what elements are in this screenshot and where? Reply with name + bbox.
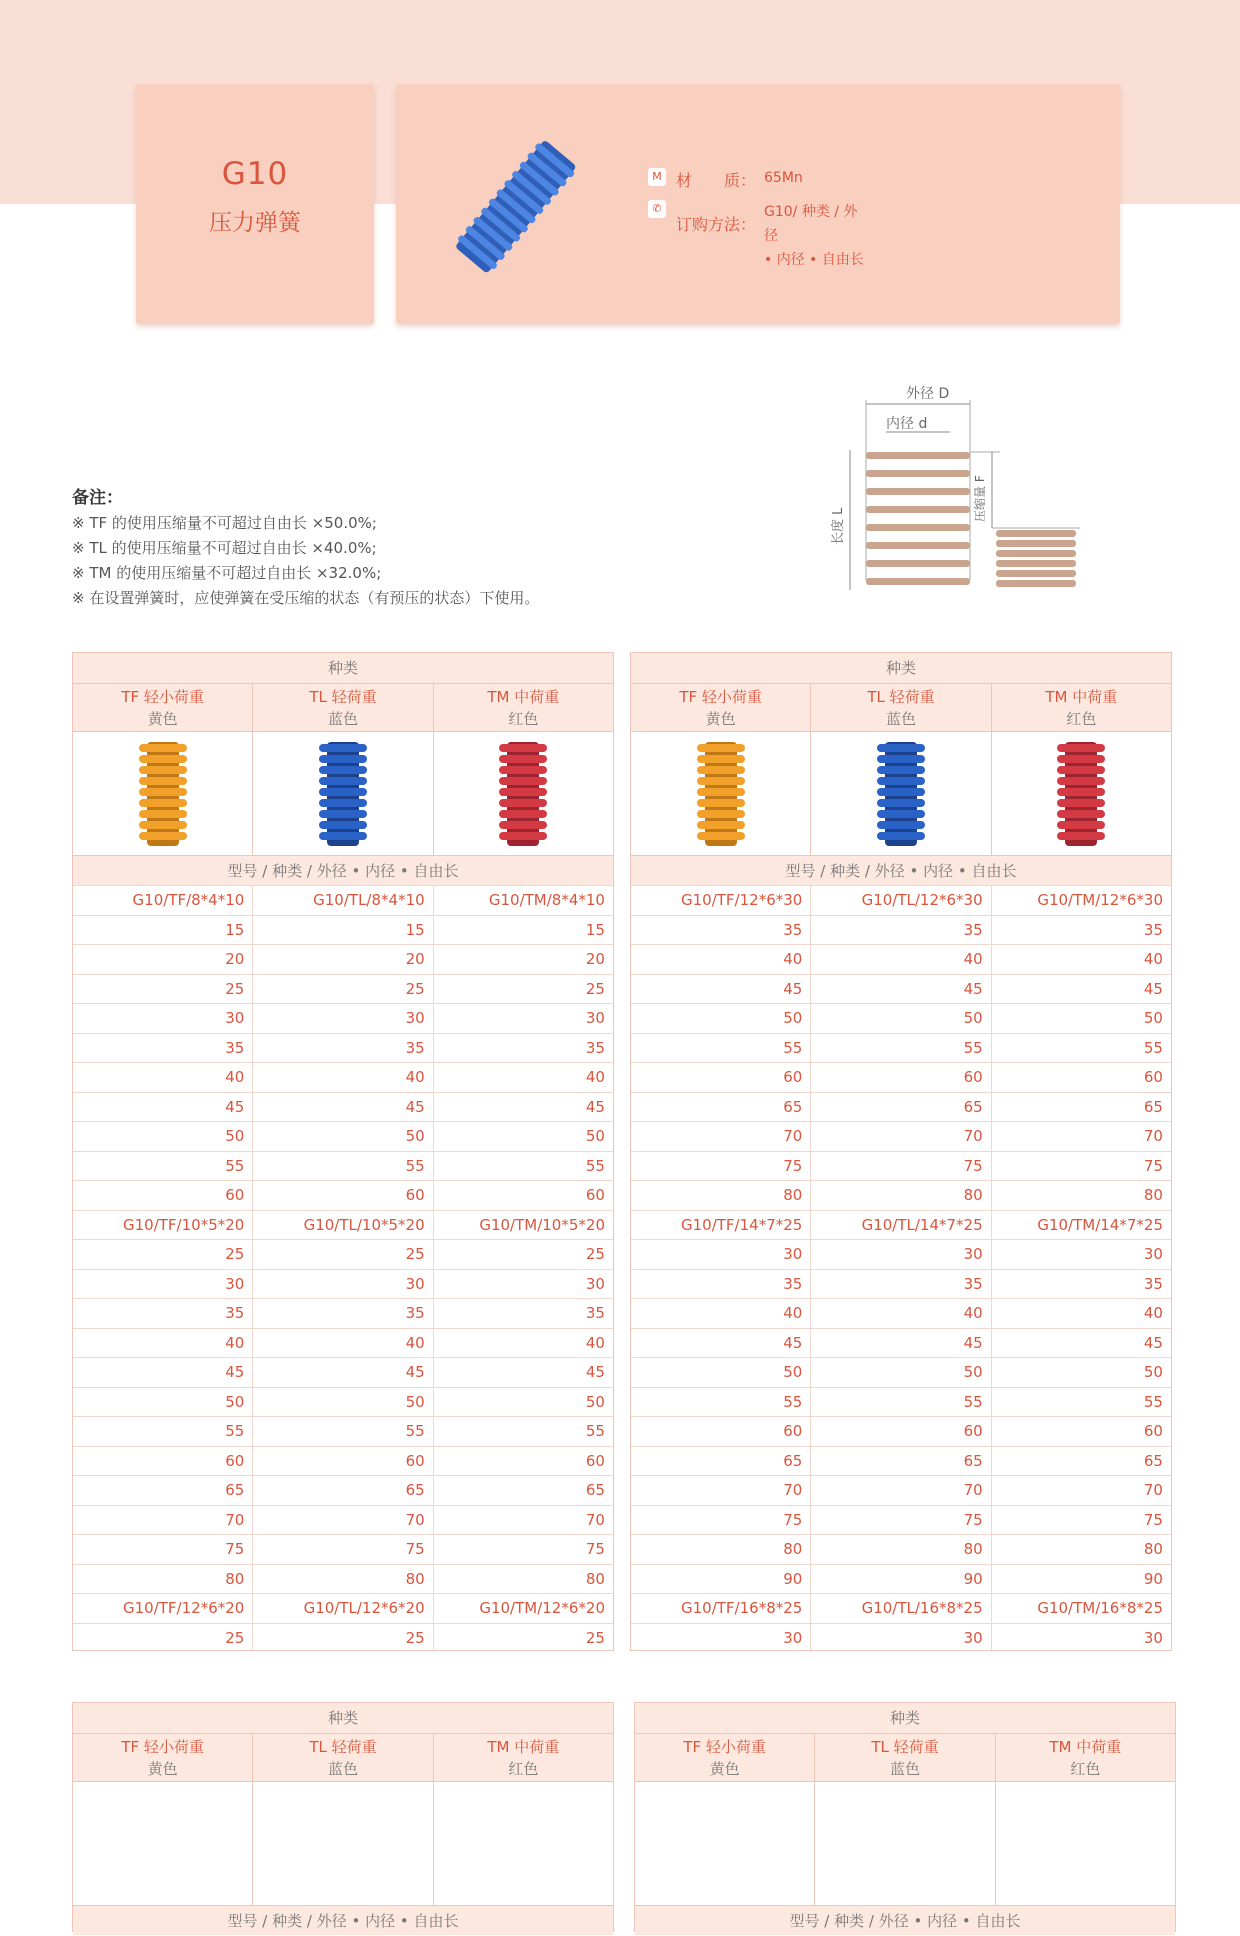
table-cell: 40 bbox=[433, 1329, 613, 1358]
table-cell: G10/TM/8*4*10 bbox=[433, 886, 613, 915]
table-row bbox=[73, 1475, 613, 1505]
table-header bbox=[73, 653, 613, 885]
tm-header bbox=[995, 1734, 1175, 1781]
table-cell: 65 bbox=[991, 1093, 1171, 1122]
table-cell: G10/TF/16*8*25 bbox=[681, 1599, 803, 1617]
table-cell: 55 bbox=[991, 1034, 1171, 1063]
table-row bbox=[73, 915, 613, 945]
tm-type-label: TM 中荷重 bbox=[1045, 688, 1118, 706]
table-cell: 70 bbox=[252, 1506, 432, 1535]
phone-icon: ✆ bbox=[648, 200, 666, 218]
table-cell: 75 bbox=[225, 1540, 245, 1558]
note-line: ※ TL 的使用压缩量不可超过自由长 ×40.0%; bbox=[72, 539, 377, 557]
table-row bbox=[631, 1534, 1171, 1564]
table-cell: 25 bbox=[433, 975, 613, 1004]
length-label: 长度 L bbox=[831, 507, 846, 545]
table-row bbox=[631, 1269, 1171, 1299]
table-cell: 50 bbox=[433, 1388, 613, 1417]
table-cell: G10/TF/14*7*25 bbox=[681, 1215, 803, 1234]
table-cell: 80 bbox=[783, 1540, 803, 1558]
table-cell: 60 bbox=[225, 1451, 245, 1470]
table-cell: 75 bbox=[810, 1506, 990, 1535]
table-row bbox=[631, 1593, 1171, 1623]
table-cell: 80 bbox=[810, 1535, 990, 1564]
table-cell: 60 bbox=[252, 1447, 432, 1476]
table-cell: 75 bbox=[252, 1535, 432, 1564]
table-cell: G10/TL/12*6*30 bbox=[810, 886, 990, 915]
table-row bbox=[631, 1416, 1171, 1446]
table-cell: 40 bbox=[991, 1299, 1171, 1328]
table-cell: 30 bbox=[991, 1624, 1171, 1653]
table-cell: 60 bbox=[783, 1422, 803, 1440]
table-row bbox=[631, 1239, 1171, 1269]
blue-spring-image bbox=[440, 136, 590, 276]
table-row bbox=[73, 1564, 613, 1594]
table-row bbox=[73, 1387, 613, 1417]
tm-color-label: 红色 bbox=[1070, 1760, 1101, 1778]
table-cell: 65 bbox=[433, 1476, 613, 1505]
table-cell: 40 bbox=[991, 945, 1171, 974]
table-cell: 80 bbox=[991, 1181, 1171, 1210]
tl-header bbox=[810, 684, 990, 731]
table-row bbox=[73, 1298, 613, 1328]
table-cell: 40 bbox=[810, 1299, 990, 1328]
table-cell: 60 bbox=[991, 1417, 1171, 1446]
table-cell: 50 bbox=[783, 1009, 803, 1027]
table-cell: 25 bbox=[252, 975, 432, 1004]
table-cell: G10/TF/8*4*10 bbox=[132, 891, 245, 909]
table-cell: 50 bbox=[252, 1388, 432, 1417]
table-cell: 60 bbox=[433, 1447, 613, 1476]
table-cell: 45 bbox=[433, 1358, 613, 1387]
blue-spring-image bbox=[810, 732, 990, 855]
table-cell: 90 bbox=[783, 1569, 803, 1588]
table-cell: 30 bbox=[810, 1240, 990, 1269]
table-row bbox=[73, 1534, 613, 1564]
tm-header bbox=[433, 684, 613, 731]
table-row bbox=[73, 1003, 613, 1033]
table-cell: 55 bbox=[433, 1152, 613, 1181]
table-cell: 35 bbox=[810, 1270, 990, 1299]
product-name: 压力弹簧 bbox=[209, 210, 301, 236]
blue-spring-image bbox=[252, 732, 432, 855]
table-cell: 70 bbox=[810, 1476, 990, 1505]
table-row bbox=[631, 1151, 1171, 1181]
table-row bbox=[73, 1269, 613, 1299]
yellow-spring-image bbox=[73, 732, 252, 855]
table-cell: 75 bbox=[783, 1510, 803, 1529]
table-row bbox=[73, 1593, 613, 1623]
note-line: ※ 在设置弹簧时，应使弹簧在受压缩的状态（有预压的状态）下使用。 bbox=[72, 589, 540, 607]
spec-table-right-2 bbox=[634, 1702, 1176, 1932]
table-row bbox=[73, 1121, 613, 1151]
table-cell: 35 bbox=[433, 1034, 613, 1063]
table-cell: 45 bbox=[225, 1363, 245, 1381]
table-cell: G10/TM/14*7*25 bbox=[991, 1211, 1171, 1240]
table-cell: 40 bbox=[433, 1063, 613, 1092]
table-row bbox=[73, 1062, 613, 1092]
table-cell: G10/TF/12*6*20 bbox=[123, 1599, 245, 1617]
model-header: 型号 / 种类 / 外径 • 内径 • 自由长 bbox=[631, 855, 1171, 885]
table-cell: 35 bbox=[225, 1038, 245, 1057]
order-value-line2: • 内径 • 自由长 bbox=[764, 252, 864, 268]
tl-color-label: 蓝色 bbox=[327, 710, 358, 728]
table-row bbox=[631, 1298, 1171, 1328]
tf-header bbox=[73, 684, 252, 731]
table-cell: 60 bbox=[433, 1181, 613, 1210]
table-cell: 25 bbox=[252, 1240, 432, 1269]
table-row bbox=[73, 974, 613, 1004]
table-cell: 25 bbox=[252, 1624, 432, 1653]
table-cell: G10/TM/12*6*20 bbox=[433, 1594, 613, 1623]
tl-header bbox=[814, 1734, 994, 1781]
table-row bbox=[631, 1003, 1171, 1033]
tf-color-label: 黄色 bbox=[709, 1760, 740, 1778]
blue-spring-image bbox=[814, 1782, 994, 1905]
table-row bbox=[73, 1623, 613, 1653]
tl-color-label: 蓝色 bbox=[327, 1760, 358, 1778]
tf-type-label: TF 轻小荷重 bbox=[683, 1738, 766, 1756]
table-row bbox=[73, 1033, 613, 1063]
table-cell: 55 bbox=[252, 1417, 432, 1446]
notes-section bbox=[72, 486, 539, 611]
table-cell: 25 bbox=[433, 1624, 613, 1653]
table-row bbox=[631, 1062, 1171, 1092]
table-cell: 65 bbox=[810, 1447, 990, 1476]
table-cell: 55 bbox=[783, 1038, 803, 1057]
table-row bbox=[73, 1328, 613, 1358]
tf-color-label: 黄色 bbox=[705, 710, 736, 728]
table-cell: 55 bbox=[783, 1392, 803, 1411]
tl-type-label: TL 轻荷重 bbox=[309, 688, 377, 706]
table-cell: 40 bbox=[810, 945, 990, 974]
outer-diameter-label: 外径 D bbox=[906, 386, 950, 402]
table-row bbox=[631, 1092, 1171, 1122]
spec-table-right bbox=[630, 652, 1172, 1651]
material-label: 材 质： bbox=[676, 171, 757, 190]
table-cell: 20 bbox=[433, 945, 613, 974]
tf-type-label: TF 轻小荷重 bbox=[121, 1738, 204, 1756]
table-row bbox=[73, 1210, 613, 1240]
product-code: G10 bbox=[221, 156, 289, 192]
table-row bbox=[631, 1328, 1171, 1358]
table-cell: 40 bbox=[252, 1329, 432, 1358]
material-row bbox=[648, 168, 803, 191]
table-cell: 40 bbox=[225, 1333, 245, 1352]
table-cell: 40 bbox=[252, 1063, 432, 1092]
table-row bbox=[73, 1357, 613, 1387]
table-cell: 80 bbox=[252, 1565, 432, 1594]
table-cell: 35 bbox=[991, 916, 1171, 945]
table-cell: 35 bbox=[783, 920, 803, 939]
table-cell: 35 bbox=[225, 1304, 245, 1322]
tl-color-label: 蓝色 bbox=[885, 710, 916, 728]
table-cell: 70 bbox=[433, 1506, 613, 1535]
table-cell: 35 bbox=[433, 1299, 613, 1328]
tf-type-label: TF 轻小荷重 bbox=[679, 688, 762, 706]
table-cell: G10/TL/14*7*25 bbox=[810, 1211, 990, 1240]
table-cell: 30 bbox=[433, 1004, 613, 1033]
table-cell: 55 bbox=[225, 1422, 245, 1440]
tf-header bbox=[631, 684, 810, 731]
table-cell: 55 bbox=[991, 1388, 1171, 1417]
table-row bbox=[631, 1387, 1171, 1417]
inner-diameter-label: 内径 d bbox=[886, 416, 928, 432]
table-cell: 75 bbox=[991, 1152, 1171, 1181]
tm-color-label: 红色 bbox=[508, 1760, 539, 1778]
table-cell: 65 bbox=[810, 1093, 990, 1122]
tf-type-label: TF 轻小荷重 bbox=[121, 688, 204, 706]
tl-header bbox=[252, 684, 432, 731]
table-cell: 35 bbox=[991, 1270, 1171, 1299]
tf-color-label: 黄色 bbox=[147, 710, 178, 728]
table-cell: G10/TF/10*5*20 bbox=[123, 1215, 245, 1234]
table-cell: 65 bbox=[252, 1476, 432, 1505]
table-cell: 70 bbox=[810, 1122, 990, 1151]
table-cell: 15 bbox=[225, 920, 245, 939]
tm-header bbox=[991, 684, 1171, 731]
table-cell: 25 bbox=[225, 1245, 245, 1263]
table-cell: 35 bbox=[783, 1274, 803, 1293]
table-cell: 45 bbox=[433, 1093, 613, 1122]
table-header bbox=[635, 1703, 1175, 1935]
model-header: 型号 / 种类 / 外径 • 内径 • 自由长 bbox=[73, 1905, 613, 1935]
table-cell: 25 bbox=[225, 1628, 245, 1647]
table-row bbox=[73, 1151, 613, 1181]
table-cell: 50 bbox=[991, 1358, 1171, 1387]
table-row bbox=[73, 1092, 613, 1122]
order-value-line1: G10/ 种类 / 外径 bbox=[764, 204, 858, 244]
table-cell: 65 bbox=[991, 1447, 1171, 1476]
table-cell: G10/TL/10*5*20 bbox=[252, 1211, 432, 1240]
table-cell: 80 bbox=[991, 1535, 1171, 1564]
model-header: 型号 / 种类 / 外径 • 内径 • 自由长 bbox=[635, 1905, 1175, 1935]
table-cell: 80 bbox=[433, 1565, 613, 1594]
compression-label: 压缩量 F bbox=[973, 475, 987, 522]
table-cell: 40 bbox=[225, 1068, 245, 1086]
red-spring-image bbox=[433, 1782, 613, 1905]
table-cell: G10/TL/16*8*25 bbox=[810, 1594, 990, 1623]
table-cell: 45 bbox=[252, 1358, 432, 1387]
table-cell: 50 bbox=[810, 1358, 990, 1387]
tl-color-label: 蓝色 bbox=[889, 1760, 920, 1778]
tm-color-label: 红色 bbox=[508, 710, 539, 728]
table-row bbox=[73, 944, 613, 974]
spec-table-left bbox=[72, 652, 614, 1651]
kind-header: 种类 bbox=[889, 1709, 920, 1727]
note-line: ※ TF 的使用压缩量不可超过自由长 ×50.0%; bbox=[72, 514, 377, 532]
order-method-label: 订购方法： bbox=[676, 215, 757, 234]
table-cell: 50 bbox=[433, 1122, 613, 1151]
blue-spring-image bbox=[252, 1782, 432, 1905]
kind-header: 种类 bbox=[885, 659, 916, 677]
table-cell: 50 bbox=[225, 1127, 245, 1145]
table-cell: G10/TL/12*6*20 bbox=[252, 1594, 432, 1623]
table-cell: 75 bbox=[433, 1535, 613, 1564]
table-cell: 70 bbox=[783, 1127, 803, 1145]
table-cell: 30 bbox=[252, 1270, 432, 1299]
table-cell: 55 bbox=[433, 1417, 613, 1446]
order-method-row bbox=[648, 200, 864, 272]
table-cell: 45 bbox=[225, 1097, 245, 1116]
table-cell: 70 bbox=[991, 1476, 1171, 1505]
tf-header bbox=[635, 1734, 814, 1781]
table-row bbox=[631, 1210, 1171, 1240]
table-cell: 45 bbox=[783, 979, 803, 998]
table-cell: 60 bbox=[783, 1068, 803, 1086]
table-row bbox=[73, 1446, 613, 1476]
table-cell: 65 bbox=[225, 1481, 245, 1499]
table-cell: 15 bbox=[252, 916, 432, 945]
table-cell: 50 bbox=[252, 1122, 432, 1151]
table-header bbox=[73, 1703, 613, 1935]
tm-color-label: 红色 bbox=[1066, 710, 1097, 728]
table-cell: 35 bbox=[252, 1299, 432, 1328]
table-cell: 50 bbox=[783, 1363, 803, 1381]
table-row bbox=[631, 1033, 1171, 1063]
table-cell: 30 bbox=[433, 1270, 613, 1299]
table-row bbox=[631, 1121, 1171, 1151]
table-row bbox=[631, 1475, 1171, 1505]
table-row bbox=[631, 1564, 1171, 1594]
table-row bbox=[73, 1180, 613, 1210]
table-cell: 50 bbox=[225, 1392, 245, 1411]
table-cell: 20 bbox=[252, 945, 432, 974]
note-line: ※ TM 的使用压缩量不可超过自由长 ×32.0%; bbox=[72, 564, 382, 582]
table-header bbox=[631, 653, 1171, 885]
table-cell: 60 bbox=[810, 1063, 990, 1092]
table-cell: 90 bbox=[991, 1565, 1171, 1594]
table-row bbox=[73, 885, 613, 915]
table-cell: 45 bbox=[810, 1329, 990, 1358]
tm-type-label: TM 中荷重 bbox=[487, 1738, 560, 1756]
table-cell: 30 bbox=[991, 1240, 1171, 1269]
table-cell: 30 bbox=[252, 1004, 432, 1033]
table-cell: 65 bbox=[783, 1451, 803, 1470]
table-cell: 55 bbox=[252, 1152, 432, 1181]
table-cell: 80 bbox=[225, 1569, 245, 1588]
table-cell: 45 bbox=[783, 1333, 803, 1352]
table-cell: 25 bbox=[433, 1240, 613, 1269]
notes-title: 备注： bbox=[72, 488, 123, 508]
tl-header bbox=[252, 1734, 432, 1781]
table-cell: 70 bbox=[225, 1510, 245, 1529]
table-cell: 70 bbox=[991, 1122, 1171, 1151]
yellow-spring-image bbox=[631, 732, 810, 855]
table-cell: G10/TM/12*6*30 bbox=[991, 886, 1171, 915]
tm-type-label: TM 中荷重 bbox=[487, 688, 560, 706]
tf-header bbox=[73, 1734, 252, 1781]
table-row bbox=[631, 885, 1171, 915]
table-cell: 55 bbox=[810, 1034, 990, 1063]
table-cell: 45 bbox=[991, 975, 1171, 1004]
table-row bbox=[631, 1446, 1171, 1476]
table-cell: 30 bbox=[225, 1274, 245, 1293]
material-value: 65Mn bbox=[764, 170, 803, 186]
table-cell: 55 bbox=[225, 1156, 245, 1175]
table-cell: 35 bbox=[252, 1034, 432, 1063]
table-cell: G10/TL/8*4*10 bbox=[252, 886, 432, 915]
table-cell: 40 bbox=[783, 1304, 803, 1322]
table-cell: 35 bbox=[810, 916, 990, 945]
table-cell: 15 bbox=[433, 916, 613, 945]
table-cell: 30 bbox=[225, 1009, 245, 1027]
table-cell: 75 bbox=[810, 1152, 990, 1181]
table-row bbox=[631, 944, 1171, 974]
table-cell: 40 bbox=[783, 950, 803, 968]
table-cell: 60 bbox=[991, 1063, 1171, 1092]
red-spring-image bbox=[991, 732, 1171, 855]
table-cell: 45 bbox=[810, 975, 990, 1004]
table-cell: 60 bbox=[252, 1181, 432, 1210]
tl-type-label: TL 轻荷重 bbox=[309, 1738, 377, 1756]
table-row bbox=[631, 1357, 1171, 1387]
model-header: 型号 / 种类 / 外径 • 内径 • 自由长 bbox=[73, 855, 613, 885]
tf-color-label: 黄色 bbox=[147, 1760, 178, 1778]
table-cell: 50 bbox=[991, 1004, 1171, 1033]
table-row bbox=[631, 915, 1171, 945]
table-cell: 45 bbox=[252, 1093, 432, 1122]
table-row bbox=[73, 1239, 613, 1269]
table-cell: 45 bbox=[991, 1329, 1171, 1358]
tm-type-label: TM 中荷重 bbox=[1049, 1738, 1122, 1756]
kind-header: 种类 bbox=[327, 1709, 358, 1727]
material-icon: M bbox=[648, 168, 666, 186]
spec-table-left-2 bbox=[72, 1702, 614, 1932]
table-row bbox=[631, 1180, 1171, 1210]
tl-type-label: TL 轻荷重 bbox=[867, 688, 935, 706]
red-spring-image bbox=[433, 732, 613, 855]
table-row bbox=[73, 1416, 613, 1446]
table-row bbox=[631, 974, 1171, 1004]
table-cell: 30 bbox=[810, 1624, 990, 1653]
table-row bbox=[73, 1505, 613, 1535]
table-cell: 30 bbox=[783, 1628, 803, 1647]
table-cell: 80 bbox=[810, 1181, 990, 1210]
order-method-value bbox=[764, 200, 864, 272]
tm-header bbox=[433, 1734, 613, 1781]
table-cell: 65 bbox=[783, 1097, 803, 1116]
yellow-spring-image bbox=[635, 1782, 814, 1905]
table-cell: 75 bbox=[991, 1506, 1171, 1535]
red-spring-image bbox=[995, 1782, 1175, 1905]
table-cell: 80 bbox=[783, 1186, 803, 1204]
table-cell: G10/TF/12*6*30 bbox=[681, 891, 803, 909]
kind-header: 种类 bbox=[327, 659, 358, 677]
table-cell: G10/TM/10*5*20 bbox=[433, 1211, 613, 1240]
tl-type-label: TL 轻荷重 bbox=[871, 1738, 939, 1756]
table-cell: 90 bbox=[810, 1565, 990, 1594]
table-cell: 25 bbox=[225, 979, 245, 998]
table-cell: 60 bbox=[225, 1186, 245, 1204]
table-row bbox=[631, 1623, 1171, 1653]
table-cell: 70 bbox=[783, 1481, 803, 1499]
table-cell: 20 bbox=[225, 950, 245, 968]
table-cell: G10/TM/16*8*25 bbox=[991, 1594, 1171, 1623]
table-cell: 60 bbox=[810, 1417, 990, 1446]
table-cell: 50 bbox=[810, 1004, 990, 1033]
product-title-card bbox=[136, 84, 374, 324]
spring-dimension-diagram bbox=[820, 380, 1090, 600]
yellow-spring-image bbox=[73, 1782, 252, 1905]
table-cell: 30 bbox=[783, 1245, 803, 1263]
table-cell: 55 bbox=[810, 1388, 990, 1417]
table-row bbox=[631, 1505, 1171, 1535]
table-cell: 75 bbox=[783, 1156, 803, 1175]
